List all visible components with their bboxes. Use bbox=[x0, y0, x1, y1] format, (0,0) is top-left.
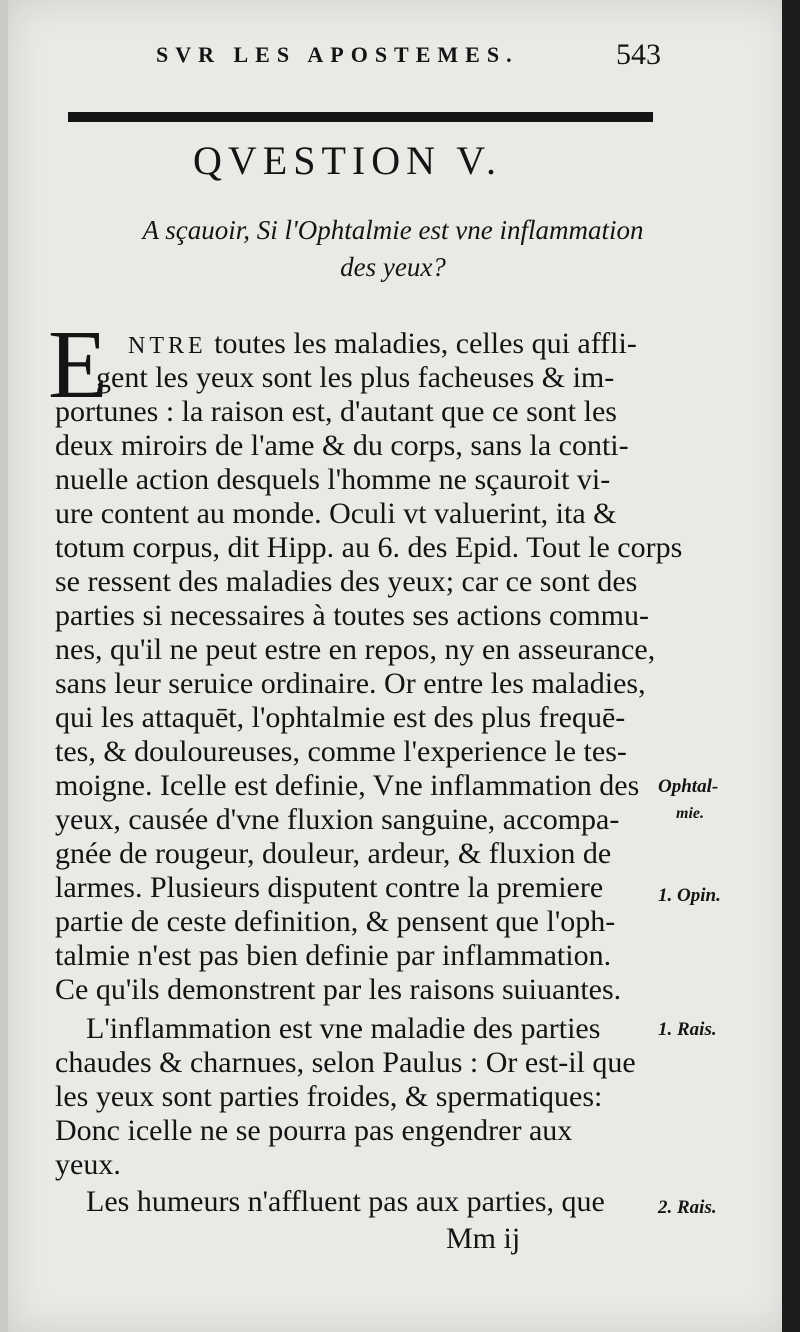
body-line: parties si necessaires à toutes ses actions commu- bbox=[55, 599, 649, 632]
book-page bbox=[8, 0, 790, 1332]
margin-note-ophtalmie: Ophtal- bbox=[658, 776, 719, 797]
body-line: partie de ceste definition, & pensent que l'oph- bbox=[55, 905, 616, 938]
body-line: gent les yeux sont les plus facheuses & im- bbox=[96, 361, 615, 394]
body-line: Donc icelle ne se pourra pas engendrer aux bbox=[55, 1114, 573, 1147]
margin-note-raison-1: 1. Rais. bbox=[658, 1019, 717, 1040]
first-word-smallcaps: NTRE bbox=[128, 333, 207, 359]
margin-note-opinion: 1. Opin. bbox=[658, 885, 721, 906]
body-line: yeux, causée d'vne fluxion sanguine, accompa- bbox=[55, 803, 620, 836]
body-line: nuelle action desquels l'homme ne sçauroit vi- bbox=[55, 463, 611, 496]
body-line bbox=[128, 327, 728, 363]
body-line: se ressent des maladies des yeux; car ce sont des bbox=[55, 565, 638, 598]
body-line: Les humeurs n'affluent pas aux parties, que bbox=[86, 1185, 605, 1218]
header-rule bbox=[68, 112, 653, 122]
margin-note-mie: mie. bbox=[676, 805, 704, 822]
body-line: ure content au monde. Oculi vt valuerint, ita & bbox=[55, 497, 617, 530]
body-line: qui les attaquēt, l'ophtalmie est des plus frequē- bbox=[55, 701, 626, 734]
body-line: larmes. Plusieurs disputent contre la premiere bbox=[55, 871, 604, 904]
drop-cap: E bbox=[48, 311, 108, 419]
body-line: nes, qu'il ne peut estre en repos, ny en asseurance, bbox=[55, 633, 656, 666]
body-line: L'inflammation est vne maladie des parties bbox=[86, 1012, 601, 1045]
subtitle-line-1: A sçauoir, Si l'Ophtalmie est vne inflammation bbox=[142, 215, 644, 245]
signature-mark: Mm ij bbox=[446, 1222, 521, 1255]
running-title: SVR LES APOSTEMES. bbox=[156, 42, 519, 67]
body-line: yeux. bbox=[55, 1148, 121, 1181]
body-line: moigne. Icelle est definie, Vne inflammation des bbox=[55, 769, 640, 802]
body-line: portunes : la raison est, d'autant que ce sont les bbox=[55, 395, 617, 428]
body-line: totum corpus, dit Hipp. au 6. des Epid. Tout le corps bbox=[55, 531, 683, 564]
margin-note-raison-2: 2. Rais. bbox=[658, 1197, 717, 1218]
subtitle-line-2: des yeux? bbox=[340, 252, 446, 282]
body-line-text: toutes les maladies, celles qui affli- bbox=[214, 327, 637, 360]
body-line: chaudes & charnues, selon Paulus : Or est-il que bbox=[55, 1046, 636, 1079]
body-line: deux miroirs de l'ame & du corps, sans la conti- bbox=[55, 429, 629, 462]
body-line: les yeux sont parties froides, & spermatiques: bbox=[55, 1080, 603, 1113]
body-line: Ce qu'ils demonstrent par les raisons suiuantes. bbox=[55, 973, 622, 1006]
question-title: QVESTION V. bbox=[193, 138, 502, 183]
body-line: gnée de rougeur, douleur, ardeur, & fluxion de bbox=[55, 837, 612, 870]
body-line: tes, & douloureuses, comme l'experience le tes- bbox=[55, 735, 627, 768]
page-edge-shadow bbox=[782, 0, 800, 1332]
body-line: sans leur seruice ordinaire. Or entre les maladies, bbox=[55, 667, 646, 700]
page-number: 543 bbox=[616, 38, 661, 71]
body-line: talmie n'est pas bien definie par inflammation. bbox=[55, 939, 612, 972]
